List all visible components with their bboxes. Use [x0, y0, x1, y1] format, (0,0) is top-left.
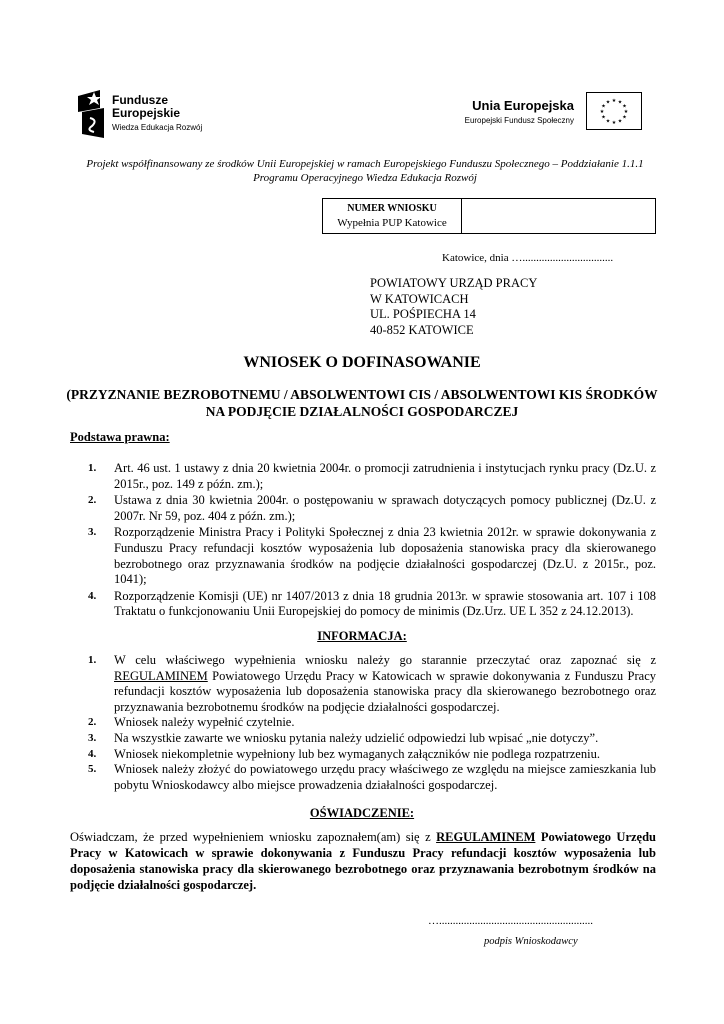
- list-item: 3. Na wszystkie zawarte we wniosku pytania należy udzielić odpowiedzi lub wpisać „nie dotyczy”.: [88, 730, 599, 745]
- application-number-label: NUMER WNIOSKU: [347, 203, 437, 214]
- eu-logo-text: [465, 98, 574, 125]
- fe-logo-subtitle: Wiedza Edukacja Rozwój: [112, 123, 203, 132]
- declaration-regulation-link: REGULAMINEM: [436, 830, 536, 844]
- svg-text:★: ★: [599, 109, 605, 115]
- list-item: 1. Art. 46 ust. 1 ustawy z dnia 20 kwietnia 2004r. o promocji zatrudnienia i instytucjach rynku pracy (Dz.U. z 2015r., poz. 149 z późn. zm.);: [88, 461, 656, 491]
- declaration-heading: OŚWIADCZENIE:: [309, 806, 415, 820]
- application-number-sublabel: Wypełnia PUP Katowice: [337, 217, 447, 229]
- legal-basis-list: [70, 461, 656, 621]
- svg-text:★: ★: [617, 99, 623, 106]
- svg-text:★: ★: [601, 103, 606, 110]
- list-item: 2. Ustawa z dnia 30 kwietnia 2004r. o postępowaniu w sprawach dotyczących pomocy publicznej (Dz.U. z 2007r. Nr 59, poz. 404 z późn. zm.);: [88, 493, 656, 523]
- declaration-text: Oświadczam, że przed wypełnieniem wniosku zapoznałem(am) się z REGULAMINEM Powiatowego Urzędu Pracy w Katowicach w sprawie dokonywania z Funduszu Pracy refundacji kosztów wyposażenia lub doposażenia stanowiska pracy dla skierowanego bezrobotnego oraz przyznawania bezrobotnym środków na podjęcie działalności gospodarczej.: [70, 830, 656, 892]
- svg-text:★: ★: [617, 118, 623, 125]
- eu-logo-subtitle: Europejski Fundusz Społeczny: [464, 116, 574, 125]
- svg-text:★: ★: [622, 114, 627, 121]
- document-title: WNIOSEK O DOFINASOWANIE: [243, 354, 481, 371]
- list-item: 2. Wniosek należy wypełnić czytelnie.: [88, 715, 295, 730]
- information-heading: INFORMACJA:: [317, 629, 407, 643]
- fundusze-europejskie-logo: [78, 90, 228, 140]
- address-line: 40-852 KATOWICE: [370, 322, 474, 337]
- document-subtitle: (PRZYZNANIE BEZROBOTNEMU / ABSOLWENTOWI CIS / ABSOLWENTOWI KIS ŚRODKÓW NA PODJĘCIE DZIAŁALNOŚCI GOSPODARCZEJ: [66, 387, 658, 419]
- legal-basis-heading: Podstawa prawna:: [70, 430, 170, 444]
- signature-line[interactable]: …........................................................: [428, 915, 593, 927]
- address-line: W KATOWICACH: [370, 291, 469, 306]
- svg-text:★: ★: [611, 98, 617, 104]
- list-item: 4. Wniosek niekompletnie wypełniony lub bez wymaganych załączników nie podlega rozpatrzeniu.: [88, 746, 600, 761]
- svg-text:★: ★: [605, 99, 611, 106]
- svg-text:★: ★: [601, 114, 606, 121]
- list-item: 1. W celu właściwego wypełnienia wniosku należy go starannie przeczytać oraz zapoznać się z REGULAMINEM Powiatowego Urzędu Pracy w Katowicach w sprawie dokonywania z Funduszu Pracy refundacji kosztów wyposażenia lub doposażenia stanowiska pracy dla skierowanego bezrobotnego oraz przyznawania bezrobotnemu środków na podjęcie działalności gospodarczej.: [88, 653, 656, 714]
- fe-logo-line2: Europejskie: [112, 106, 181, 120]
- application-number-box: [322, 198, 656, 234]
- information-list: [70, 653, 656, 793]
- regulation-link: REGULAMINEM: [114, 668, 208, 683]
- eu-logo-title: Unia Europejska: [472, 98, 574, 113]
- signature-label: podpis Wnioskodawcy: [484, 936, 578, 947]
- list-item: 4. Rozporządzenie Komisji (UE) nr 1407/2013 z dnia 18 grudnia 2013r. w sprawie stosowania art. 107 i 108 Traktatu o funkcjonowaniu Unii Europejskiej do pomocy de minimis (Dz.Urz. UE L 352 z 24.12.2013).: [88, 588, 656, 619]
- application-number-field[interactable]: [462, 199, 655, 233]
- recipient-address: [370, 276, 537, 338]
- svg-text:★: ★: [611, 120, 617, 126]
- city-date-line: Katowice, dnia ….................................: [442, 252, 614, 264]
- fundusze-europejskie-star-icon: [78, 90, 108, 138]
- eu-flag-icon: [586, 92, 642, 130]
- project-cofinancing-note: Projekt współfinansowany ze środków Unii Europejskiej w ramach Europejskiego Funduszu Społecznego – Poddziałanie 1.1.1 Programu Operacyjnego Wiedza Edukacja Rozwój: [86, 158, 644, 184]
- address-line: POWIATOWY URZĄD PRACY: [370, 276, 538, 290]
- svg-text:★: ★: [622, 103, 627, 110]
- list-item: 5. Wniosek należy złożyć do powiatowego urzędu pracy właściwego ze względu na miejsce zamieszkania lub pobytu Wnioskodawcy albo miejsce prowadzenia działalności gospodarczej.: [88, 762, 656, 792]
- svg-text:★: ★: [623, 109, 629, 115]
- fe-logo-line1: Fundusze: [112, 93, 168, 107]
- address-line: UL. POŚPIECHA 14: [370, 307, 476, 321]
- list-item: 3. Rozporządzenie Ministra Pracy i Polityki Społecznej z dnia 23 kwietnia 2012r. w sprawie dokonywania z Funduszu Pracy refundacji kosztów wyposażenia lub doposażenia stanowiska pracy dla skierowanego bezrobotnego oraz przyznawania środków na podjęcie działalności gospodarczej (Dz.U. z 2015r., poz. 1041);: [88, 525, 656, 587]
- svg-text:★: ★: [605, 118, 611, 125]
